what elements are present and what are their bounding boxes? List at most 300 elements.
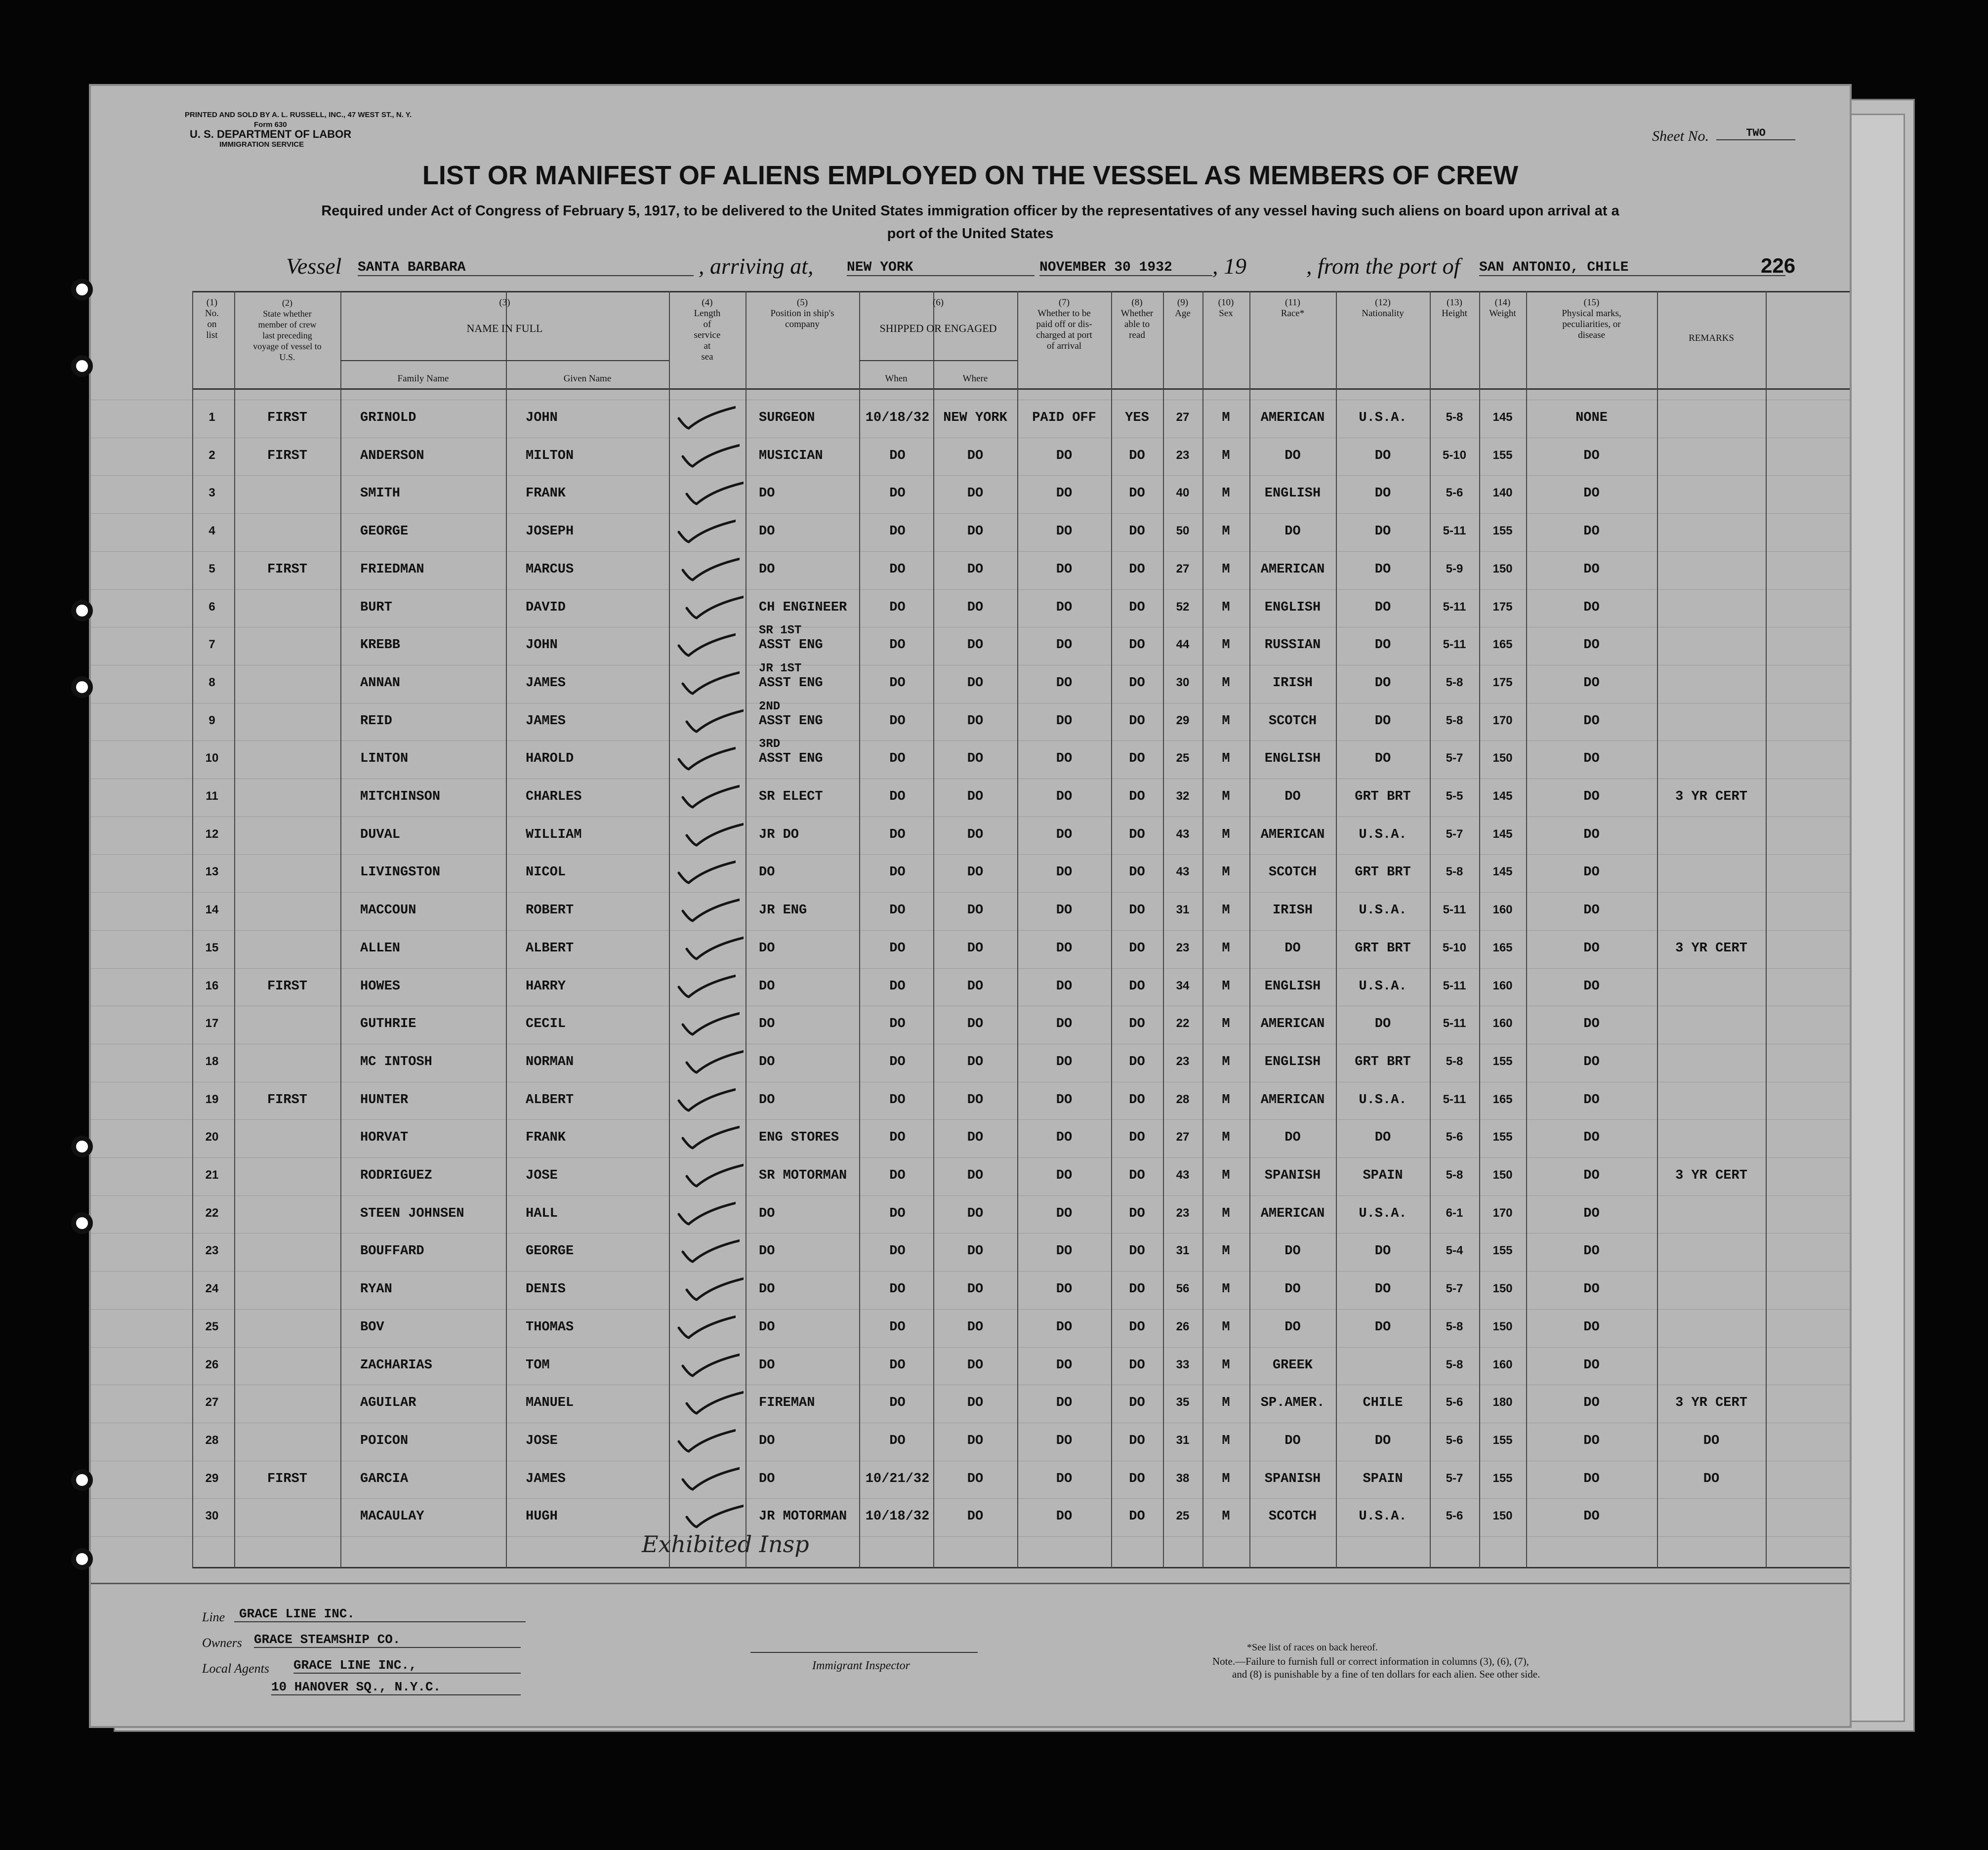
cell-age: 32 (1176, 789, 1190, 803)
cell-physical-marks: DO (1583, 1017, 1600, 1032)
cell-given-name: NICOL (526, 865, 566, 880)
cell-given-name: GEORGE (526, 1244, 574, 1259)
checkmark-icon (684, 593, 744, 623)
cell-row-number: 26 (205, 1357, 219, 1371)
cell-shipped-where: DO (967, 638, 984, 653)
cell-position-prefix: 3RD (759, 738, 781, 751)
cell-position: DO (759, 1092, 775, 1108)
cell-sex: M (1222, 903, 1230, 918)
cell-nationality: U.S.A. (1359, 903, 1407, 918)
cell-nationality: DO (1374, 1433, 1391, 1448)
cell-nationality: DO (1374, 751, 1391, 767)
cell-age: 27 (1176, 1130, 1190, 1144)
cell-given-name: DENIS (526, 1282, 566, 1297)
cell-age: 23 (1176, 448, 1190, 462)
checkmark-icon (680, 1010, 740, 1039)
cell-given-name: THOMAS (526, 1319, 574, 1335)
arrival-date: NOVEMBER 30 1932 (1039, 260, 1212, 276)
agents-value-1: GRACE LINE INC., (293, 1658, 521, 1674)
cell-row-number: 13 (205, 865, 219, 879)
cell-height: 5-4 (1446, 1244, 1463, 1258)
cell-height: 5-8 (1446, 1319, 1463, 1333)
cell-shipped-where: DO (967, 713, 984, 729)
cell-given-name: JOHN (526, 638, 558, 653)
row-rule (91, 854, 1850, 855)
cell-nationality: DO (1374, 713, 1391, 729)
cell-nationality: GRT BRT (1355, 941, 1411, 956)
punch-hole (71, 600, 93, 621)
cell-paid-off: DO (1056, 1282, 1073, 1297)
row-rule (91, 1309, 1850, 1310)
cell-race: AMERICAN (1260, 1092, 1325, 1108)
cell-race: AMERICAN (1260, 562, 1325, 577)
row-rule (91, 1347, 1850, 1348)
cell-given-name: WILLIAM (526, 827, 582, 842)
checkmark-icon (676, 1427, 736, 1456)
cell-given-name: HAROLD (526, 751, 574, 767)
cell-family-name: MACCOUN (360, 903, 416, 918)
cell-physical-marks: DO (1583, 1396, 1600, 1411)
cell-able-to-read: DO (1129, 713, 1145, 729)
cell-sex: M (1222, 1168, 1230, 1183)
cell-shipped-when: DO (889, 1319, 906, 1335)
cell-shipped-where: DO (967, 941, 984, 956)
cell-shipped-when: DO (889, 486, 906, 501)
cell-height: 5-8 (1446, 713, 1463, 727)
cell-paid-off: DO (1056, 941, 1073, 956)
cell-given-name: FRANK (526, 1130, 566, 1146)
cell-position: ASST ENG (759, 638, 823, 653)
cell-position: JR ENG (759, 903, 807, 918)
cell-paid-off: DO (1056, 903, 1073, 918)
cell-row-number: 23 (205, 1244, 219, 1258)
cell-race: IRISH (1272, 903, 1313, 918)
agents-label: Local Agents (202, 1661, 270, 1676)
cell-shipped-where: DO (967, 448, 984, 463)
cell-sex: M (1222, 448, 1230, 463)
cell-age: 27 (1176, 411, 1190, 424)
cell-row-number: 29 (205, 1471, 219, 1485)
col-header-family: Family Name (397, 373, 449, 384)
cell-shipped-where: DO (967, 1168, 984, 1183)
cell-age: 23 (1176, 1206, 1190, 1220)
cell-shipped-where: DO (967, 486, 984, 501)
cell-able-to-read: DO (1129, 903, 1145, 918)
cell-shipped-when: DO (889, 638, 906, 653)
from-port-label: , from the port of (1306, 253, 1460, 279)
cell-position: ENG STORES (759, 1130, 839, 1146)
cell-position: DO (759, 1282, 775, 1297)
row-rule (91, 1498, 1850, 1499)
checkmark-icon (684, 1389, 744, 1418)
cell-weight: 165 (1492, 941, 1513, 954)
note-line-1: Note.—Failure to furnish full or correct information in columns (3), (6), (7), (1212, 1655, 1529, 1667)
cell-race: SPANISH (1264, 1168, 1321, 1183)
cell-weight: 140 (1492, 486, 1513, 500)
cell-able-to-read: DO (1129, 486, 1145, 501)
cell-shipped-when: DO (889, 448, 906, 463)
cell-race: AMERICAN (1260, 1206, 1325, 1221)
header-bottom-border (192, 388, 1850, 390)
cell-age: 43 (1176, 1168, 1190, 1182)
cell-race: SCOTCH (1268, 865, 1317, 880)
cell-weight: 155 (1492, 524, 1513, 538)
cell-row-number: 11 (206, 789, 218, 803)
cell-physical-marks: DO (1583, 524, 1600, 539)
arriving-label: , arriving at, (699, 253, 814, 279)
row-rule (91, 892, 1850, 893)
cell-shipped-where: NEW YORK (943, 411, 1007, 425)
cell-position: ASST ENG (759, 713, 823, 729)
cell-height: 5-11 (1443, 1092, 1466, 1106)
cell-position: DO (759, 524, 775, 539)
cell-sex: M (1222, 675, 1230, 691)
cell-race: SP.AMER. (1260, 1396, 1325, 1411)
cell-family-name: REID (360, 713, 392, 729)
cell-age: 34 (1176, 979, 1190, 992)
cell-paid-off: DO (1056, 827, 1073, 842)
cell-row-number: 14 (205, 903, 219, 917)
checkmark-icon (680, 1237, 740, 1267)
cell-row-number: 12 (205, 827, 219, 841)
cell-height: 5-10 (1442, 941, 1467, 954)
cell-age: 35 (1176, 1396, 1190, 1409)
inspector-label: Immigrant Inspector (812, 1659, 910, 1672)
cell-weight: 155 (1492, 1130, 1513, 1144)
column-line (669, 291, 670, 1568)
cell-nationality: U.S.A. (1359, 1509, 1407, 1524)
col-header-name: NAME IN FULL (466, 322, 543, 334)
name-subheader-rule (340, 360, 669, 361)
cell-row-number: 5 (208, 562, 215, 576)
cell-nationality: GRT BRT (1355, 1054, 1411, 1069)
cell-age: 25 (1176, 751, 1190, 765)
cell-given-name: TOM (526, 1357, 550, 1373)
cell-shipped-where: DO (967, 827, 984, 842)
checkmark-icon (680, 1123, 740, 1153)
cell-race: SCOTCH (1268, 1509, 1317, 1524)
from-port: SAN ANTONIO, CHILE (1479, 260, 1785, 276)
cell-age: 26 (1176, 1319, 1190, 1333)
cell-nationality: GRT BRT (1355, 789, 1411, 804)
cell-able-to-read: DO (1129, 827, 1145, 842)
cell-physical-marks: DO (1583, 1509, 1600, 1524)
cell-able-to-read: DO (1129, 562, 1145, 577)
cell-shipped-where: DO (967, 1054, 984, 1069)
cell-nationality: DO (1374, 1244, 1391, 1259)
owners-label: Owners (202, 1636, 242, 1650)
service: IMMIGRATION SERVICE (219, 140, 304, 149)
cell-physical-marks: DO (1583, 865, 1600, 880)
vessel-name: SANTA BARBARA (358, 260, 694, 276)
cell-family-name: DUVAL (360, 827, 401, 842)
cell-family-name: KREBB (360, 638, 401, 653)
cell-family-name: LIVINGSTON (360, 865, 441, 880)
checkmark-icon (684, 934, 744, 964)
printer-line: PRINTED AND SOLD BY A. L. RUSSELL, INC., 47 WEST ST., N. Y. (185, 111, 412, 119)
cell-able-to-read: DO (1129, 1206, 1145, 1221)
cell-physical-marks: DO (1583, 1282, 1600, 1297)
cell-sex: M (1222, 751, 1230, 767)
cell-position: DO (759, 1471, 775, 1486)
column-line (859, 291, 860, 1568)
column-line (1017, 291, 1018, 1568)
cell-shipped-when: DO (889, 524, 906, 539)
column-line (1479, 291, 1480, 1568)
cell-age: 31 (1176, 1433, 1190, 1447)
cell-position-prefix: JR 1ST (759, 661, 802, 675)
col-header-shipped: SHIPPED OR ENGAGED (879, 322, 997, 334)
cell-race: AMERICAN (1260, 1017, 1325, 1032)
cell-family-name: BOUFFARD (360, 1244, 424, 1259)
cell-race: SPANISH (1264, 1471, 1321, 1486)
cell-family-name: RYAN (360, 1282, 392, 1297)
cell-age: 40 (1176, 486, 1190, 500)
cell-paid-off: DO (1056, 789, 1073, 804)
cell-given-name: HALL (526, 1206, 558, 1221)
cell-row-number: 8 (208, 675, 215, 689)
cell-race: ENGLISH (1264, 979, 1321, 994)
checkmark-icon (676, 404, 736, 433)
cell-last-voyage: FIRST (267, 448, 307, 463)
cell-shipped-when: DO (889, 941, 906, 956)
cell-row-number: 22 (205, 1206, 219, 1220)
cell-family-name: ZACHARIAS (360, 1357, 432, 1373)
cell-race: DO (1284, 1130, 1301, 1146)
cell-family-name: MACAULAY (360, 1509, 424, 1524)
cell-race: ENGLISH (1264, 1054, 1321, 1069)
cell-weight: 145 (1492, 827, 1513, 841)
cell-physical-marks: DO (1583, 1206, 1600, 1221)
cell-able-to-read: DO (1129, 1471, 1145, 1486)
cell-physical-marks: DO (1583, 448, 1600, 463)
cell-able-to-read: DO (1129, 600, 1145, 615)
checkmark-icon (676, 517, 736, 547)
cell-paid-off: DO (1056, 1054, 1073, 1069)
cell-paid-off: DO (1056, 979, 1073, 994)
cell-race: DO (1284, 1433, 1301, 1448)
col-header-when: When (885, 373, 908, 384)
cell-able-to-read: DO (1129, 1509, 1145, 1524)
cell-sex: M (1222, 1130, 1230, 1146)
cell-remarks: DO (1703, 1471, 1720, 1486)
cell-family-name: STEEN JOHNSEN (360, 1206, 464, 1221)
cell-shipped-where: DO (967, 1396, 984, 1411)
cell-position: DO (759, 1244, 775, 1259)
cell-weight: 155 (1492, 1054, 1513, 1068)
col-header-physical-marks: (15) Physical marks, peculiarities, or disease (1562, 297, 1621, 340)
checkmark-icon (684, 1161, 744, 1191)
cell-position: DO (759, 1206, 775, 1221)
cell-weight: 170 (1492, 713, 1513, 727)
cell-last-voyage: FIRST (267, 562, 307, 577)
page-title: LIST OR MANIFEST OF ALIENS EMPLOYED ON THE VESSEL AS MEMBERS OF CREW (422, 161, 1519, 190)
arrival-port: NEW YORK (847, 260, 1035, 276)
cell-height: 5-8 (1446, 675, 1463, 689)
cell-nationality: DO (1374, 600, 1391, 615)
cell-nationality: GRT BRT (1355, 865, 1411, 880)
cell-nationality: U.S.A. (1359, 827, 1407, 842)
cell-sex: M (1222, 600, 1230, 615)
owners-value: GRACE STEAMSHIP CO. (254, 1632, 521, 1648)
cell-able-to-read: DO (1129, 941, 1145, 956)
cell-shipped-when: 10/21/32 (865, 1471, 930, 1486)
cell-given-name: DAVID (526, 600, 566, 615)
cell-physical-marks: DO (1583, 1471, 1600, 1486)
cell-weight: 145 (1492, 789, 1513, 803)
cell-family-name: AGUILAR (360, 1396, 416, 1411)
cell-height: 5-8 (1446, 1168, 1463, 1182)
cell-last-voyage: FIRST (267, 411, 307, 425)
cell-paid-off: DO (1056, 600, 1073, 615)
cell-physical-marks: DO (1583, 1319, 1600, 1335)
col-header-given: Given Name (563, 373, 612, 384)
col-header-number: (1) No. on list (205, 297, 219, 340)
races-note: *See list of races on back hereof. (1247, 1642, 1378, 1653)
cell-shipped-when: DO (889, 1396, 906, 1411)
cell-height: 5-6 (1446, 1130, 1463, 1144)
cell-paid-off: DO (1056, 524, 1073, 539)
cell-able-to-read: DO (1129, 1357, 1145, 1373)
cell-sex: M (1222, 1017, 1230, 1032)
checkmark-icon (676, 1086, 736, 1115)
cell-weight: 145 (1492, 865, 1513, 879)
cell-sex: M (1222, 1054, 1230, 1069)
cell-shipped-where: DO (967, 1433, 984, 1448)
row-rule (91, 1271, 1850, 1272)
cell-height: 5-6 (1446, 486, 1463, 500)
column-line (1526, 291, 1527, 1568)
cell-age: 25 (1176, 1509, 1190, 1523)
cell-sex: M (1222, 713, 1230, 729)
cell-paid-off: DO (1056, 1244, 1073, 1259)
cell-row-number: 15 (205, 941, 219, 954)
cell-shipped-where: DO (967, 1017, 984, 1032)
cell-weight: 180 (1492, 1396, 1513, 1409)
cell-height: 6-1 (1446, 1206, 1463, 1220)
cell-physical-marks: DO (1583, 1433, 1600, 1448)
cell-weight: 160 (1492, 979, 1513, 992)
cell-position-prefix: SR 1ST (759, 624, 802, 638)
cell-position: DO (759, 1357, 775, 1373)
cell-given-name: ALBERT (526, 941, 574, 956)
cell-age: 28 (1176, 1092, 1190, 1106)
cell-nationality: U.S.A. (1359, 1092, 1407, 1108)
cell-remarks: 3 YR CERT (1675, 789, 1747, 804)
cell-weight: 155 (1492, 1433, 1513, 1447)
cell-row-number: 24 (205, 1282, 219, 1296)
cell-able-to-read: DO (1129, 1054, 1145, 1069)
cell-height: 5-7 (1446, 1282, 1463, 1296)
checkmark-icon (680, 442, 740, 471)
cell-given-name: CHARLES (526, 789, 582, 804)
cell-shipped-where: DO (967, 524, 984, 539)
cell-physical-marks: DO (1583, 941, 1600, 956)
cell-nationality: DO (1374, 524, 1391, 539)
punch-hole (71, 1136, 93, 1157)
punch-hole (71, 355, 93, 377)
cell-able-to-read: DO (1129, 865, 1145, 880)
cell-sex: M (1222, 1471, 1230, 1486)
cell-paid-off: DO (1056, 1509, 1073, 1524)
cell-sex: M (1222, 827, 1230, 842)
cell-paid-off: DO (1056, 1319, 1073, 1335)
cell-height: 5-9 (1446, 562, 1463, 576)
cell-nationality: DO (1374, 1282, 1391, 1297)
cell-sex: M (1222, 865, 1230, 880)
cell-weight: 165 (1492, 1092, 1513, 1106)
cell-given-name: HARRY (526, 979, 566, 994)
punch-hole (71, 676, 93, 698)
cell-weight: 175 (1492, 675, 1513, 689)
cell-paid-off: DO (1056, 865, 1073, 880)
cell-sex: M (1222, 1092, 1230, 1108)
row-rule (91, 740, 1850, 741)
cell-able-to-read: DO (1129, 979, 1145, 994)
cell-physical-marks: DO (1583, 486, 1600, 501)
footer-rule (91, 1583, 1850, 1584)
cell-row-number: 16 (205, 979, 219, 992)
cell-height: 5-11 (1443, 638, 1466, 652)
punch-hole (71, 279, 93, 300)
cell-shipped-where: DO (967, 600, 984, 615)
cell-able-to-read: DO (1129, 1433, 1145, 1448)
cell-paid-off: DO (1056, 448, 1073, 463)
cell-age: 33 (1176, 1357, 1190, 1371)
cell-sex: M (1222, 562, 1230, 577)
cell-shipped-when: DO (889, 903, 906, 918)
cell-shipped-when: DO (889, 1357, 906, 1373)
cell-shipped-when: DO (889, 600, 906, 615)
cell-weight: 160 (1492, 1017, 1513, 1030)
subtitle-1: Required under Act of Congress of February 5, 1917, to be delivered to the United States immigration officer by the representatives of any vessel having such aliens on board upon arrival at a (321, 203, 1619, 219)
cell-physical-marks: DO (1583, 1092, 1600, 1108)
cell-physical-marks: DO (1583, 1054, 1600, 1069)
cell-nationality: DO (1374, 486, 1391, 501)
cell-row-number: 17 (205, 1017, 219, 1030)
cell-age: 29 (1176, 713, 1190, 727)
cell-paid-off: DO (1056, 1471, 1073, 1486)
cell-position-prefix: 2ND (759, 699, 781, 713)
cell-sex: M (1222, 1282, 1230, 1297)
cell-weight: 160 (1492, 903, 1513, 917)
row-rule (91, 930, 1850, 931)
cell-family-name: HORVAT (360, 1130, 409, 1146)
cell-race: AMERICAN (1260, 411, 1325, 425)
cell-row-number: 10 (205, 751, 219, 765)
cell-position: CH ENGINEER (759, 600, 847, 615)
col-header-weight: (14) Weight (1489, 297, 1516, 319)
column-line (340, 291, 341, 1568)
cell-position: ASST ENG (759, 751, 823, 767)
year-label: , 19 (1212, 253, 1246, 279)
cell-shipped-where: DO (967, 789, 984, 804)
checkmark-icon (680, 1465, 740, 1494)
cell-row-number: 7 (208, 638, 215, 652)
sheet-label: Sheet No. (1652, 128, 1709, 144)
cell-family-name: GRINOLD (360, 411, 416, 425)
cell-nationality: U.S.A. (1359, 979, 1407, 994)
cell-sex: M (1222, 524, 1230, 539)
cell-able-to-read: DO (1129, 1017, 1145, 1032)
col-header-height: (13) Height (1442, 297, 1467, 319)
cell-able-to-read: DO (1129, 1130, 1145, 1146)
shipped-subheader-rule (859, 360, 1017, 361)
cell-sex: M (1222, 1206, 1230, 1221)
line-label: Line (202, 1610, 225, 1624)
cell-shipped-where: DO (967, 751, 984, 767)
cell-height: 5-8 (1446, 1357, 1463, 1371)
